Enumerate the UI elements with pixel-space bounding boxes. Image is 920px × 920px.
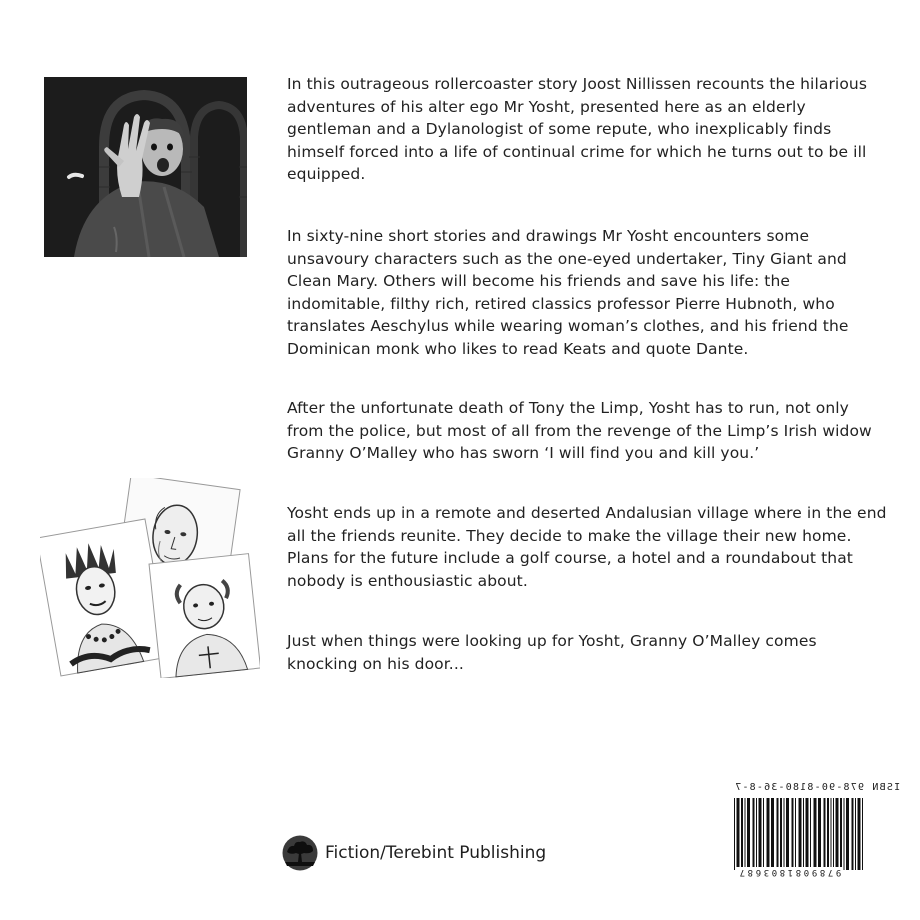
barcode-bar bbox=[836, 798, 839, 870]
tree-icon bbox=[282, 835, 318, 871]
barcode-bar bbox=[741, 798, 743, 870]
blurb-paragraph-3: After the unfortunate death of Tony the Limp, Yosht has to run, not only from the police, but most of all from the revenge of the Limp’s Irish widow Granny O’Malley who has sworn ‘I will find you and kill you.’ bbox=[287, 399, 872, 462]
isbn-label: ISBN 978-90-8180-36-8-7 bbox=[734, 782, 901, 793]
illustration-frightened-man bbox=[44, 77, 247, 257]
barcode-bar bbox=[786, 798, 789, 870]
barcode-bar bbox=[831, 798, 832, 870]
publisher-block bbox=[282, 835, 546, 871]
barcode-bar bbox=[756, 798, 757, 870]
barcode-bar bbox=[771, 798, 774, 870]
barcode-digits: 9789081803687 bbox=[737, 867, 842, 877]
barcode-bar bbox=[777, 798, 779, 870]
barcode-bar bbox=[833, 798, 834, 870]
barcode-bar bbox=[846, 798, 849, 870]
barcode-bar bbox=[745, 798, 746, 870]
barcode-bar bbox=[759, 798, 762, 870]
barcode-bar bbox=[827, 798, 829, 870]
barcode-bar bbox=[753, 798, 755, 870]
barcode-bar bbox=[803, 798, 804, 870]
barcode-bar bbox=[862, 798, 863, 870]
barcode-bar bbox=[767, 798, 770, 870]
barcode-bar bbox=[792, 798, 794, 870]
barcode-bar bbox=[855, 798, 856, 870]
barcode-bar bbox=[814, 798, 817, 870]
barcode-bar bbox=[840, 798, 842, 870]
barcode-bar bbox=[806, 798, 809, 870]
isbn-barcode bbox=[728, 780, 868, 880]
barcode-bar bbox=[737, 798, 740, 870]
barcode-bar bbox=[799, 798, 802, 870]
blurb-paragraph-4: Yosht ends up in a remote and deserted Andalusian village where in the end all the friends reunite. They decide to make the village their new home. Plans for the future include a golf course, a hotel and a roundabout that nobody is enthousiastic about. bbox=[287, 504, 887, 590]
barcode-bar bbox=[858, 798, 861, 870]
illustration-character-sketches bbox=[40, 478, 260, 678]
blurb-paragraph-2: In sixty-nine short stories and drawings Mr Yosht encounters some unsavoury characters such as the one-eyed undertaker, Tiny Giant and Clean Mary. Others will become his friends and save his life: the indomitable, filthy rich, retired classics professor Pierre Hubnoth, who translates Aeschylus while wearing woman’s clothes, and his friend the Dominican monk who likes to read Keats and quote Dante. bbox=[287, 227, 849, 358]
barcode-bar bbox=[824, 798, 826, 870]
barcode-bar bbox=[852, 798, 854, 870]
barcode-bar bbox=[784, 798, 785, 870]
barcode-bar bbox=[844, 798, 845, 870]
barcode-bar bbox=[810, 798, 811, 870]
barcode-bar bbox=[747, 798, 750, 870]
barcode-bar bbox=[795, 798, 796, 870]
blurb-paragraph-1: In this outrageous rollercoaster story Joost Nillissen recounts the hilarious adventures of his alter ego Mr Yosht, presented here as an elderly gentleman and a Dylanologist of some repute, who inexplicably finds himself forced into a life of continual crime for which he turns out to be ill equipped. bbox=[287, 75, 868, 183]
barcode-bar bbox=[763, 798, 764, 870]
blurb-paragraph-5: Just when things were looking up for Yosht, Granny O’Malley comes knocking on his door... bbox=[287, 632, 817, 673]
barcode-bar bbox=[780, 798, 782, 870]
barcode-bar bbox=[818, 798, 821, 870]
publisher-name: Fiction/Terebint Publishing bbox=[325, 843, 547, 863]
barcode-bar bbox=[734, 798, 735, 870]
